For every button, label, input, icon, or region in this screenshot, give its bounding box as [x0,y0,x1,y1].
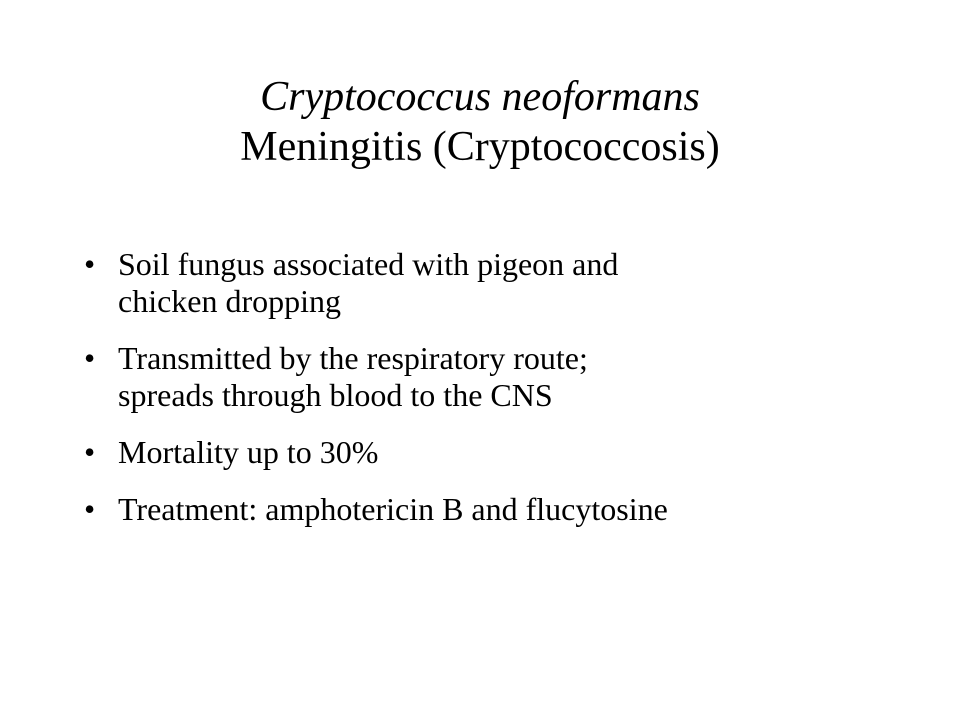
bullet-text-line: Transmitted by the respiratory route; [118,340,588,376]
slide-title [80,72,880,172]
title-line-disease: Meningitis (Cryptococcosis) [240,124,720,170]
bullet-item [82,491,902,528]
bullet-text-line: Mortality up to 30% [118,434,379,470]
bullet-text-line: Soil fungus associated with pigeon and [118,246,619,282]
bullet-list [82,246,902,548]
bullet-item [82,340,902,414]
bullet-marker: • [84,434,96,470]
bullet-item [82,246,902,320]
title-line-organism: Cryptococcus neoformans [260,74,700,120]
bullet-item [82,434,902,471]
bullet-text-line: Treatment: amphotericin B and flucytosine [118,491,668,527]
bullet-marker: • [84,340,96,376]
bullet-marker: • [84,491,96,527]
bullet-marker: • [84,246,96,282]
bullet-text-line: chicken dropping [118,283,342,319]
bullet-text-line: spreads through blood to the CNS [118,377,553,413]
